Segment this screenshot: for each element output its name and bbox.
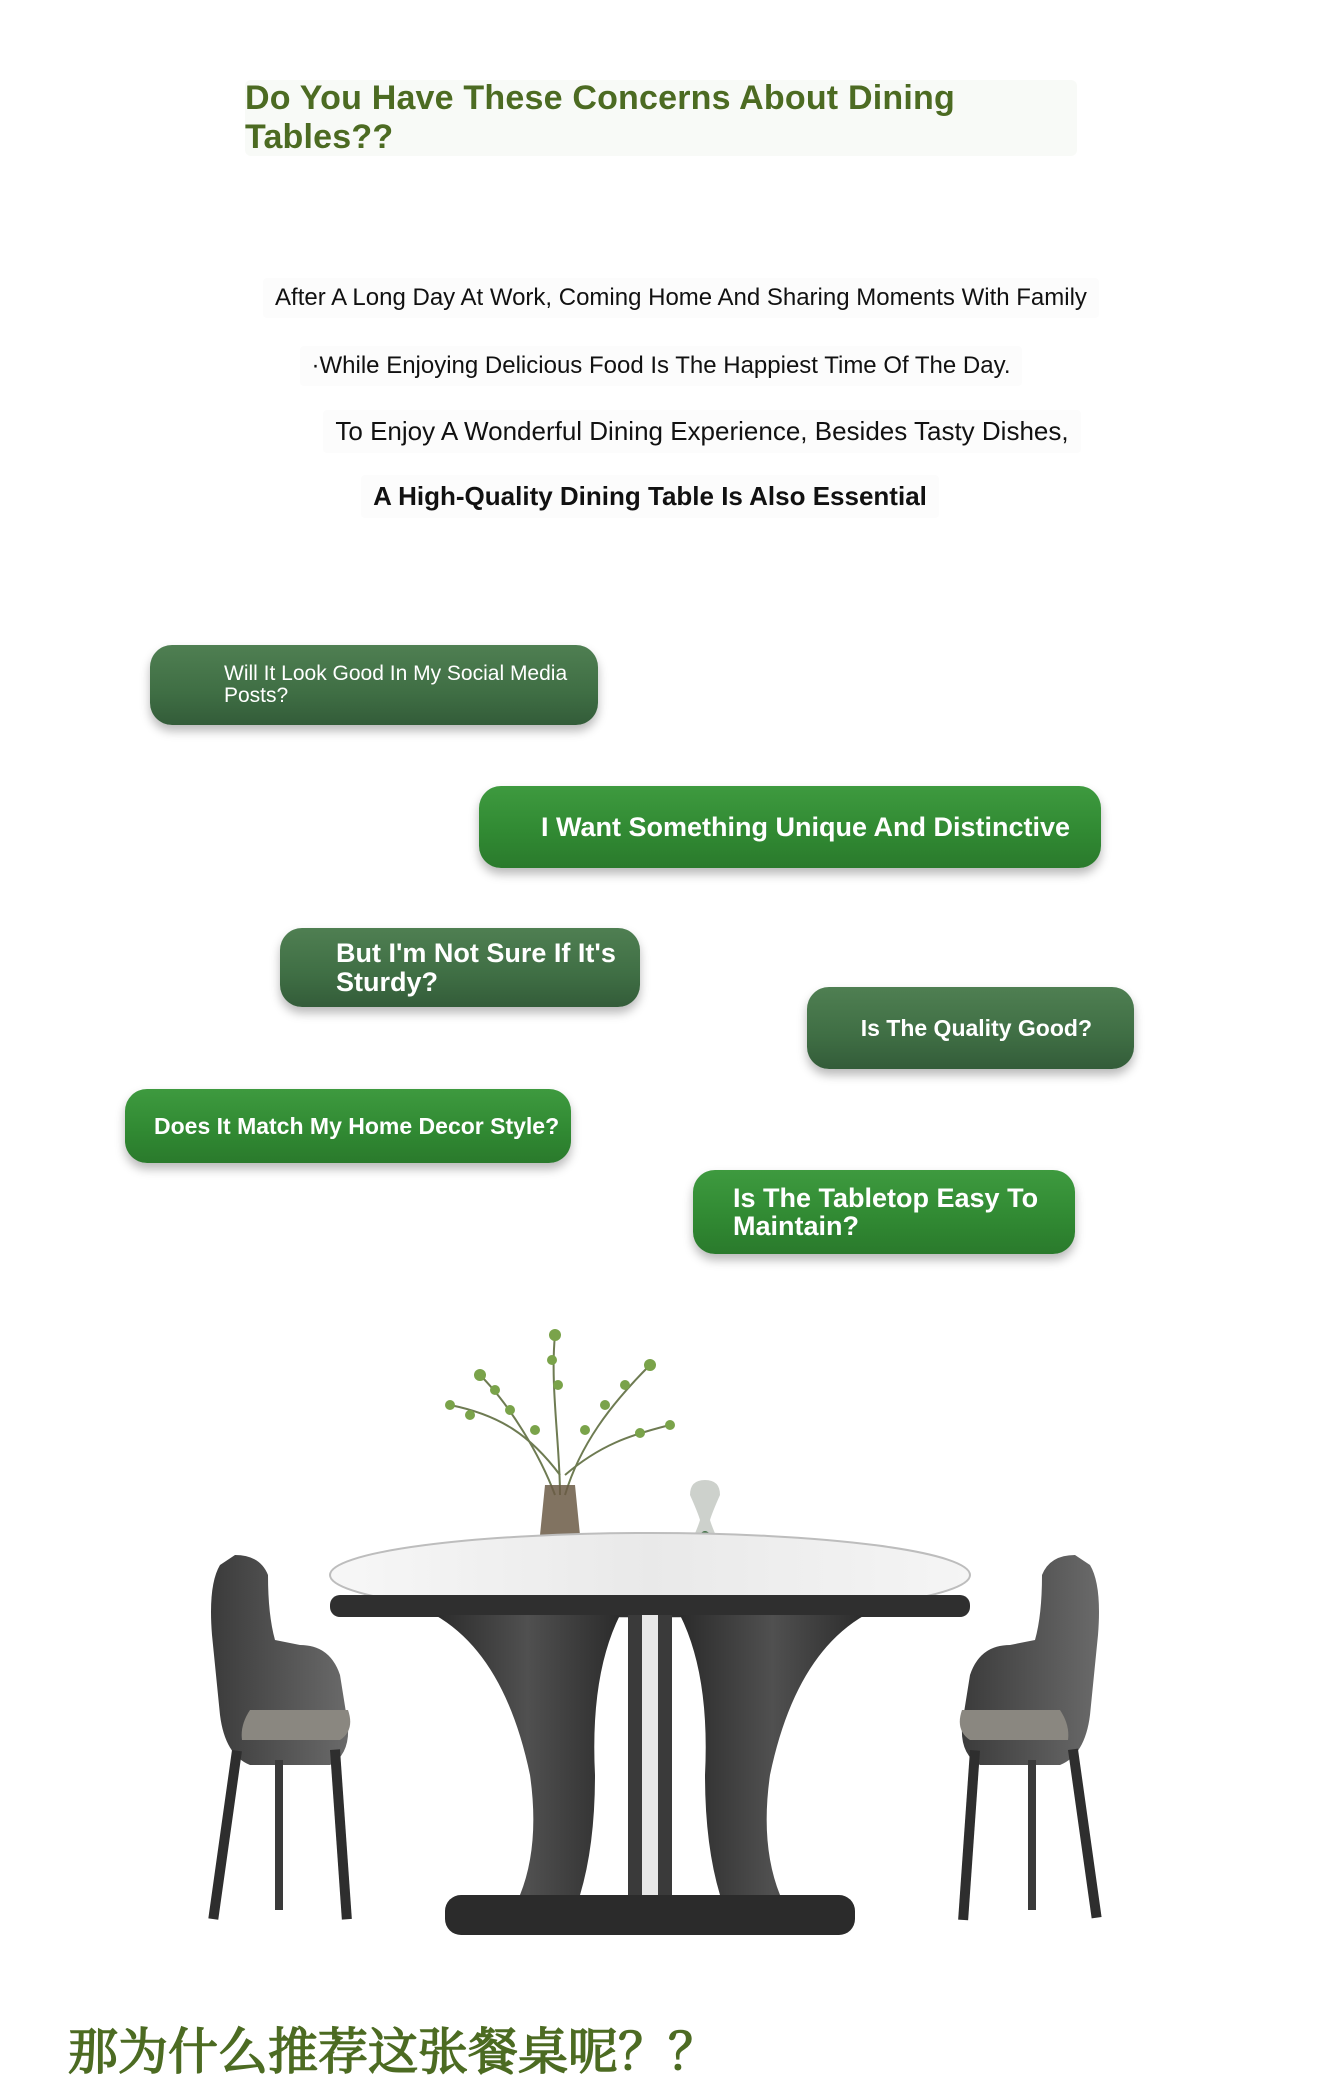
- dining-table-illustration: [180, 1255, 1130, 1955]
- intro-line-1-text: After A Long Day At Work, Coming Home And Sharing Moments With Family: [263, 278, 1099, 318]
- table-pedestal: [435, 1615, 865, 1935]
- concern-text-sturdy: But I'm Not Sure If It's Sturdy?: [336, 938, 616, 997]
- concern-text-quality: Is The Quality Good?: [860, 1014, 1092, 1041]
- plant-leaves: [445, 1329, 675, 1438]
- right-chair: [958, 1555, 1101, 1920]
- concern-bubble-decor-style: [125, 1089, 571, 1163]
- plant-branches: [450, 1335, 670, 1495]
- intro-line-4: [0, 475, 1322, 518]
- intro-line-3-text: To Enjoy A Wonderful Dining Experience, Besides Tasty Dishes,: [323, 410, 1080, 453]
- tabletop-edge: [330, 1595, 970, 1617]
- concern-bubble-social-media: [150, 645, 598, 725]
- intro-line-4-text: A High-Quality Dining Table Is Also Essential: [361, 475, 939, 518]
- concern-bubble-sturdy: [280, 928, 640, 1007]
- concern-bubble-quality: [807, 987, 1134, 1069]
- concern-text-maintain: Is The Tabletop Easy To Maintain?: [733, 1182, 1039, 1241]
- page-title: Do You Have These Concerns About Dining Tables??: [245, 80, 1077, 156]
- concern-bubble-unique: [479, 786, 1101, 868]
- left-chair: [208, 1555, 351, 1920]
- intro-line-2-text: ·While Enjoying Delicious Food Is The Happiest Time Of The Day.: [300, 346, 1023, 386]
- concern-text-decor-style: Does It Match My Home Decor Style?: [154, 1112, 560, 1139]
- bottom-partial-title: 那为什么推荐这张餐桌呢？？: [68, 2024, 718, 2080]
- intro-line-1: [0, 278, 1322, 318]
- concern-text-unique: I Want Something Unique And Distinctive: [541, 811, 1071, 842]
- concern-bubble-maintain: [693, 1170, 1075, 1254]
- dining-table-scene: [180, 1255, 1130, 1955]
- concern-text-social-media: Will It Look Good In My Social Media Posts?: [224, 661, 568, 707]
- intro-line-3: [0, 410, 1322, 453]
- intro-line-2: [0, 346, 1322, 386]
